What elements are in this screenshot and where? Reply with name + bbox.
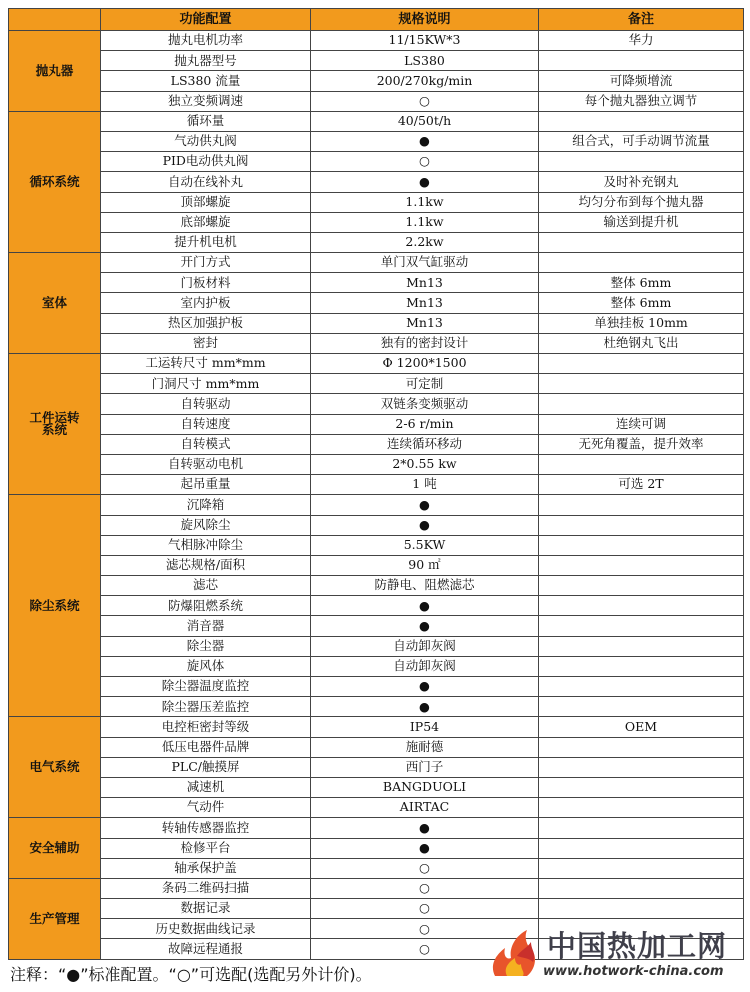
note-cell (539, 394, 744, 414)
spec-cell: 西门子 (311, 757, 539, 777)
flame-logo-icon (487, 926, 545, 980)
note-cell (539, 878, 744, 898)
feature-cell: 门板材料 (101, 273, 311, 293)
spec-cell: 自动卸灰阀 (311, 656, 539, 676)
table-row (9, 697, 744, 717)
table-row (9, 798, 744, 818)
section-label: 生产管理 (9, 878, 101, 959)
spec-cell: 可定制 (311, 374, 539, 394)
spec-cell: 2.2kw (311, 232, 539, 252)
header-row (9, 9, 744, 31)
feature-cell: 条码二维码扫描 (101, 878, 311, 898)
table-row (9, 293, 744, 313)
feature-cell: 旋风体 (101, 656, 311, 676)
watermark (487, 924, 747, 984)
feature-cell: 气动供丸阀 (101, 131, 311, 151)
note-cell (539, 152, 744, 172)
table-row (9, 313, 744, 333)
table-row (9, 31, 744, 51)
table-row (9, 414, 744, 434)
table-row (9, 192, 744, 212)
note-cell (539, 51, 744, 71)
table-row (9, 717, 744, 737)
table-row (9, 515, 744, 535)
section-label: 室体 (9, 253, 101, 354)
feature-cell: 抛丸器型号 (101, 51, 311, 71)
feature-cell: 沉降箱 (101, 495, 311, 515)
table-row (9, 737, 744, 757)
spec-cell: 1.1kw (311, 192, 539, 212)
header-spec: 规格说明 (311, 9, 539, 31)
spec-body (9, 31, 744, 960)
table-row (9, 51, 744, 71)
note-cell (539, 818, 744, 838)
section-label: 除尘系统 (9, 495, 101, 717)
note-cell: 整体 6mm (539, 293, 744, 313)
feature-cell: 顶部螺旋 (101, 192, 311, 212)
spec-cell: 1 吨 (311, 475, 539, 495)
note-cell: 整体 6mm (539, 273, 744, 293)
spec-table (8, 8, 744, 960)
table-row (9, 273, 744, 293)
table-row (9, 374, 744, 394)
table-row (9, 172, 744, 192)
note-cell: 连续可调 (539, 414, 744, 434)
spec-cell: ● (311, 818, 539, 838)
spec-cell: 200/270kg/min (311, 71, 539, 91)
section-label: 工件运转 系统 (9, 354, 101, 495)
note-cell (539, 636, 744, 656)
note-cell: 可降频增流 (539, 71, 744, 91)
note-cell (539, 777, 744, 797)
feature-cell: 开门方式 (101, 253, 311, 273)
feature-cell: 气动件 (101, 798, 311, 818)
table-row (9, 475, 744, 495)
feature-cell: 消音器 (101, 616, 311, 636)
table-row (9, 818, 744, 838)
table-row (9, 495, 744, 515)
spec-cell: 1.1kw (311, 212, 539, 232)
note-cell (539, 515, 744, 535)
spec-cell: Φ 1200*1500 (311, 354, 539, 374)
table-row (9, 838, 744, 858)
table-row (9, 616, 744, 636)
feature-cell: 室内护板 (101, 293, 311, 313)
feature-cell: 电控柜密封等级 (101, 717, 311, 737)
table-row (9, 253, 744, 273)
feature-cell: 历史数据曲线记录 (101, 919, 311, 939)
spec-cell: 单门双气缸驱动 (311, 253, 539, 273)
spec-cell: 独有的密封设计 (311, 333, 539, 353)
table-row (9, 677, 744, 697)
feature-cell: 滤芯规格/面积 (101, 555, 311, 575)
note-cell (539, 697, 744, 717)
spec-cell: ● (311, 131, 539, 151)
note-cell: 无死角覆盖，提升效率 (539, 434, 744, 454)
spec-cell: ● (311, 515, 539, 535)
watermark-title: 中国热加工网 (547, 929, 728, 963)
feature-cell: 滤芯 (101, 576, 311, 596)
spec-cell: ○ (311, 152, 539, 172)
spec-cell: ● (311, 697, 539, 717)
table-row (9, 757, 744, 777)
watermark-url: www.hotwork-china.com (543, 964, 724, 979)
spec-cell: ● (311, 495, 539, 515)
feature-cell: 密封 (101, 333, 311, 353)
table-row (9, 576, 744, 596)
note-cell: 每个抛丸器独立调节 (539, 91, 744, 111)
spec-cell: ○ (311, 939, 539, 959)
header-feature: 功能配置 (101, 9, 311, 31)
feature-cell: PLC/触摸屏 (101, 757, 311, 777)
feature-cell: 故障远程通报 (101, 939, 311, 959)
feature-cell: 低压电器件品牌 (101, 737, 311, 757)
section-label: 安全辅助 (9, 818, 101, 879)
spec-cell: ○ (311, 919, 539, 939)
table-row (9, 152, 744, 172)
table-row (9, 131, 744, 151)
feature-cell: 防爆阻燃系统 (101, 596, 311, 616)
feature-cell: PID电动供丸阀 (101, 152, 311, 172)
spec-cell: ○ (311, 858, 539, 878)
table-row (9, 858, 744, 878)
feature-cell: 数据记录 (101, 899, 311, 919)
table-row (9, 394, 744, 414)
spec-cell: ○ (311, 899, 539, 919)
spec-cell: LS380 (311, 51, 539, 71)
note-cell (539, 596, 744, 616)
note-cell (539, 354, 744, 374)
note-cell: 组合式，可手动调节流量 (539, 131, 744, 151)
spec-cell: ● (311, 172, 539, 192)
note-cell (539, 232, 744, 252)
note-cell: 华力 (539, 31, 744, 51)
section-label: 抛丸器 (9, 31, 101, 112)
note-cell: 杜绝钢丸飞出 (539, 333, 744, 353)
spec-cell: Mn13 (311, 293, 539, 313)
spec-cell: ○ (311, 878, 539, 898)
note-cell: OEM (539, 717, 744, 737)
note-cell (539, 576, 744, 596)
header-note: 备注 (539, 9, 744, 31)
feature-cell: LS380 流量 (101, 71, 311, 91)
spec-cell: Mn13 (311, 313, 539, 333)
note-cell: 输送到提升机 (539, 212, 744, 232)
note-cell (539, 616, 744, 636)
note-cell: 均匀分布到每个抛丸器 (539, 192, 744, 212)
spec-cell: 施耐德 (311, 737, 539, 757)
note-cell: 可选 2T (539, 475, 744, 495)
spec-cell: 双链条变频驱动 (311, 394, 539, 414)
table-row (9, 434, 744, 454)
feature-cell: 轴承保护盖 (101, 858, 311, 878)
table-row (9, 899, 744, 919)
table-row (9, 454, 744, 474)
feature-cell: 自转速度 (101, 414, 311, 434)
feature-cell: 除尘器 (101, 636, 311, 656)
section-label: 电气系统 (9, 717, 101, 818)
feature-cell: 循环量 (101, 111, 311, 131)
table-row (9, 656, 744, 676)
spec-cell: 连续循环移动 (311, 434, 539, 454)
spec-cell: ● (311, 838, 539, 858)
feature-cell: 热区加强护板 (101, 313, 311, 333)
feature-cell: 自动在线补丸 (101, 172, 311, 192)
feature-cell: 抛丸电机功率 (101, 31, 311, 51)
table-row (9, 596, 744, 616)
feature-cell: 独立变频调速 (101, 91, 311, 111)
table-row (9, 878, 744, 898)
spec-cell: 5.5KW (311, 535, 539, 555)
note-cell (539, 253, 744, 273)
spec-cell: AIRTAC (311, 798, 539, 818)
feature-cell: 工运转尺寸 mm*mm (101, 354, 311, 374)
spec-cell: ○ (311, 91, 539, 111)
feature-cell: 起吊重量 (101, 475, 311, 495)
spec-cell: 自动卸灰阀 (311, 636, 539, 656)
spec-cell: 90 ㎡ (311, 555, 539, 575)
note-cell (539, 737, 744, 757)
spec-cell: BANGDUOLI (311, 777, 539, 797)
feature-cell: 提升机电机 (101, 232, 311, 252)
footnote: 注释：“●”标准配置。“○”可选配(选配另外计价)。 (10, 965, 372, 984)
feature-cell: 底部螺旋 (101, 212, 311, 232)
note-cell (539, 858, 744, 878)
note-cell: 及时补充钢丸 (539, 172, 744, 192)
spec-cell: 防静电、阻燃滤芯 (311, 576, 539, 596)
table-row (9, 71, 744, 91)
feature-cell: 旋风除尘 (101, 515, 311, 535)
feature-cell: 自转驱动电机 (101, 454, 311, 474)
note-cell (539, 798, 744, 818)
spec-cell: ● (311, 616, 539, 636)
feature-cell: 自转模式 (101, 434, 311, 454)
note-cell (539, 111, 744, 131)
spec-cell: ● (311, 677, 539, 697)
table-row (9, 232, 744, 252)
spec-cell: 40/50t/h (311, 111, 539, 131)
note-cell (539, 535, 744, 555)
table-row (9, 333, 744, 353)
feature-cell: 转轴传感器监控 (101, 818, 311, 838)
feature-cell: 门洞尺寸 mm*mm (101, 374, 311, 394)
note-cell (539, 495, 744, 515)
note-cell (539, 374, 744, 394)
header-category (9, 9, 101, 31)
note-cell (539, 454, 744, 474)
table-row (9, 111, 744, 131)
table-row (9, 636, 744, 656)
section-label: 循环系统 (9, 111, 101, 252)
spec-cell: 11/15KW*3 (311, 31, 539, 51)
spec-cell: IP54 (311, 717, 539, 737)
note-cell (539, 838, 744, 858)
note-cell: 单独挂板 10mm (539, 313, 744, 333)
table-row (9, 212, 744, 232)
feature-cell: 除尘器温度监控 (101, 677, 311, 697)
table-row (9, 354, 744, 374)
table-row (9, 535, 744, 555)
feature-cell: 除尘器压差监控 (101, 697, 311, 717)
table-row (9, 91, 744, 111)
feature-cell: 自转驱动 (101, 394, 311, 414)
table-row (9, 777, 744, 797)
note-cell (539, 656, 744, 676)
table-row (9, 555, 744, 575)
feature-cell: 气相脉冲除尘 (101, 535, 311, 555)
spec-cell: Mn13 (311, 273, 539, 293)
note-cell (539, 555, 744, 575)
spec-cell: ● (311, 596, 539, 616)
note-cell (539, 899, 744, 919)
feature-cell: 检修平台 (101, 838, 311, 858)
feature-cell: 减速机 (101, 777, 311, 797)
spec-cell: 2-6 r/min (311, 414, 539, 434)
note-cell (539, 757, 744, 777)
spec-cell: 2*0.55 kw (311, 454, 539, 474)
note-cell (539, 677, 744, 697)
